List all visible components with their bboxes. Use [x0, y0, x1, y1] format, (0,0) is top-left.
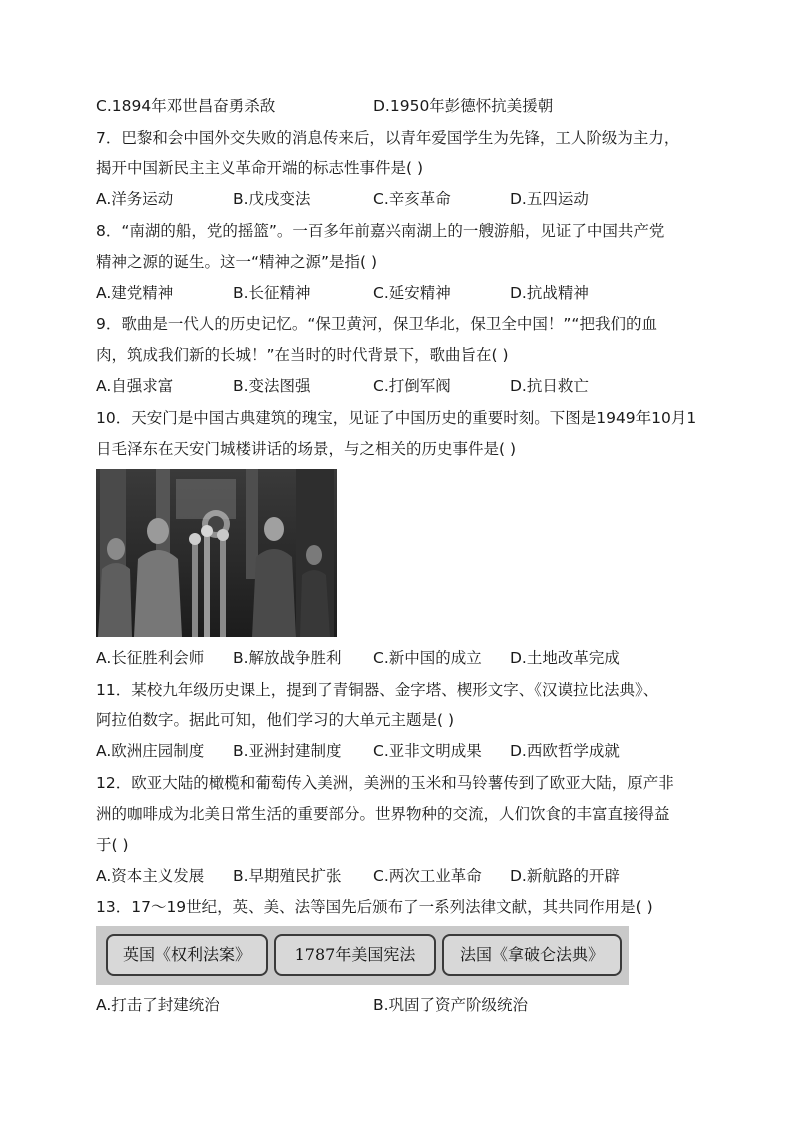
- q11-option-c[interactable]: C.亚非文明成果: [373, 742, 482, 760]
- q7-stem-line1: 7．巴黎和会中国外交失败的消息传来后，以青年爱国学生为先锋，工人阶级为主力，: [96, 129, 680, 147]
- q10-option-d[interactable]: D.土地改革完成: [510, 649, 620, 667]
- q10-option-a[interactable]: A.长征胜利会师: [96, 649, 205, 667]
- q8-option-d[interactable]: D.抗战精神: [510, 284, 589, 302]
- q11-option-b[interactable]: B.亚洲封建制度: [233, 742, 342, 760]
- q9-option-c[interactable]: C.打倒军阀: [373, 377, 451, 395]
- document-napoleonic-code: 法国《拿破仑法典》: [442, 934, 622, 976]
- q6-option-d[interactable]: D.1950年彭德怀抗美援朝: [373, 97, 554, 115]
- q8-option-a[interactable]: A.建党精神: [96, 284, 174, 302]
- q10-stem-line1: 10．天安门是中国古典建筑的瑰宝，见证了中国历史的重要时刻。下图是1949年10月1: [96, 409, 697, 427]
- tiananmen-photo: [96, 469, 337, 637]
- q12-stem-line3: 于( ): [96, 836, 129, 854]
- q13-stem-line1: 13．17～19世纪，英、美、法等国先后颁布了一系列法律文献，其共同作用是( ): [96, 898, 653, 916]
- q11-stem-line1: 11．某校九年级历史课上，提到了青铜器、金字塔、楔形文字、《汉谟拉比法典》、: [96, 681, 659, 699]
- q9-stem-line2: 肉，筑成我们新的长城！”在当时的时代背景下，歌曲旨在( ): [96, 346, 509, 364]
- q7-option-c[interactable]: C.辛亥革命: [373, 190, 451, 208]
- q7-option-b[interactable]: B.戊戌变法: [233, 190, 311, 208]
- q10-option-b[interactable]: B.解放战争胜利: [233, 649, 342, 667]
- q11-option-a[interactable]: A.欧洲庄园制度: [96, 742, 205, 760]
- q13-option-b[interactable]: B.巩固了资产阶级统治: [373, 996, 529, 1014]
- q12-option-b[interactable]: B.早期殖民扩张: [233, 867, 342, 885]
- q12-stem-line2: 洲的咖啡成为北美日常生活的重要部分。世界物种的交流，人们饮食的丰富直接得益: [96, 805, 670, 823]
- q13-option-a[interactable]: A.打击了封建统治: [96, 996, 220, 1014]
- q7-stem-line2: 揭开中国新民主主义革命开端的标志性事件是( ): [96, 159, 424, 177]
- legal-documents-figure: [96, 926, 629, 985]
- q10-option-c[interactable]: C.新中国的成立: [373, 649, 482, 667]
- q12-option-a[interactable]: A.资本主义发展: [96, 867, 205, 885]
- q12-stem-line1: 12．欧亚大陆的橄榄和葡萄传入美洲，美洲的玉米和马铃薯传到了欧亚大陆，原产非: [96, 774, 674, 792]
- photo-illustration: [96, 469, 337, 637]
- q8-stem-line1: 8．“南湖的船，党的摇篮”。一百多年前嘉兴南湖上的一艘游船，见证了中国共产党: [96, 222, 665, 240]
- document-us-constitution: 1787年美国宪法: [274, 934, 436, 976]
- q8-option-c[interactable]: C.延安精神: [373, 284, 451, 302]
- q9-option-a[interactable]: A.自强求富: [96, 377, 174, 395]
- q10-stem-line2: 日毛泽东在天安门城楼讲话的场景，与之相关的历史事件是( ): [96, 440, 517, 458]
- q11-stem-line2: 阿拉伯数字。据此可知，他们学习的大单元主题是( ): [96, 711, 455, 729]
- q11-option-d[interactable]: D.西欧哲学成就: [510, 742, 620, 760]
- q6-option-c[interactable]: C.1894年邓世昌奋勇杀敌: [96, 97, 276, 115]
- q7-option-a[interactable]: A.洋务运动: [96, 190, 174, 208]
- q9-stem-line1: 9．歌曲是一代人的历史记忆。“保卫黄河，保卫华北，保卫全中国！”“把我们的血: [96, 315, 657, 333]
- q9-option-d[interactable]: D.抗日救亡: [510, 377, 589, 395]
- q12-option-c[interactable]: C.两次工业革命: [373, 867, 482, 885]
- q9-option-b[interactable]: B.变法图强: [233, 377, 311, 395]
- q8-option-b[interactable]: B.长征精神: [233, 284, 311, 302]
- q7-option-d[interactable]: D.五四运动: [510, 190, 589, 208]
- document-bill-of-rights: 英国《权利法案》: [106, 934, 268, 976]
- q12-option-d[interactable]: D.新航路的开辟: [510, 867, 620, 885]
- q8-stem-line2: 精神之源的诞生。这一“精神之源”是指( ): [96, 253, 378, 271]
